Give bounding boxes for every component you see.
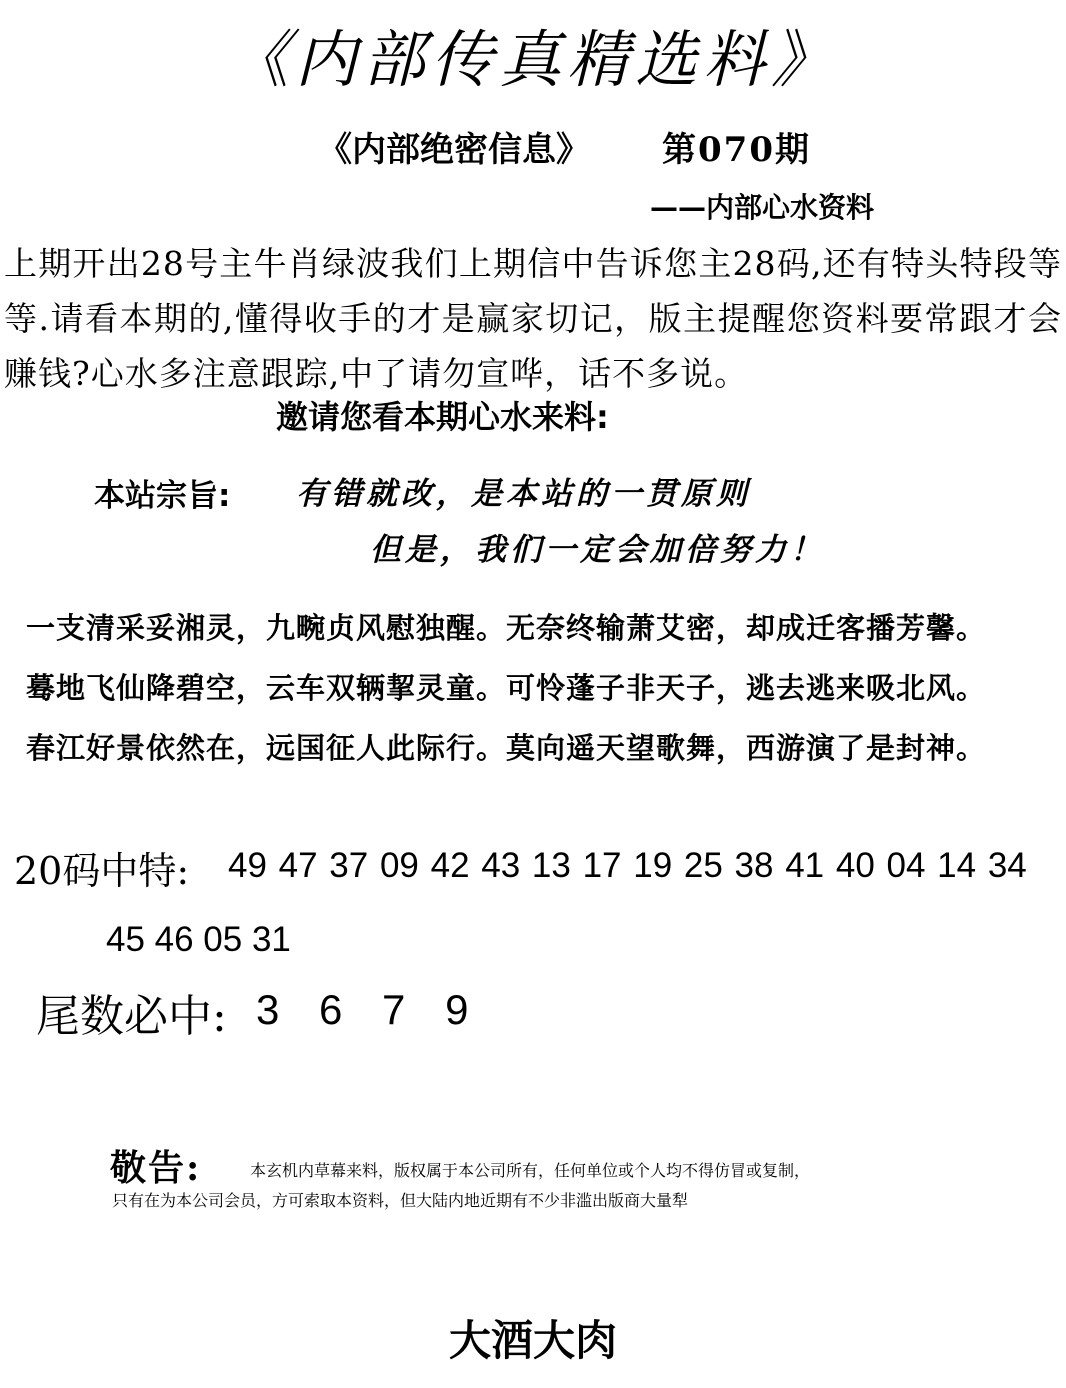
poem-line-2: 蓦地飞仙降碧空，云车双辆挈灵童。可怜蓬子非天子，逃去逃来吸北风。 — [26, 671, 987, 705]
motto-label: 本站宗旨: — [94, 478, 231, 514]
subtitle: 《内部绝密信息》 — [318, 130, 590, 170]
motto-line-2: 但是，我们一定会加倍努力！ — [370, 532, 825, 568]
notice-line-2: 只有在为本公司会员，方可索取本资料，但大陆内地近期有不少非滥出版商大量犁 — [112, 1191, 689, 1210]
numbers-line-2: 45 46 05 31 — [106, 920, 291, 959]
intro-paragraph: 上期开出28号主牛肖绿波我们上期信中告诉您主28码,还有特头特段等等.请看本期的,懂得收手的才是赢家切记，版主提醒您资料要常跟才会赚钱?心水多注意跟踪,中了请勿宣哗，话不多说。 — [4, 244, 1062, 393]
footer-text: 大酒大肉 — [448, 1316, 617, 1365]
source-label: ——内部心水资料 — [650, 191, 875, 224]
tail-values: 3 6 7 9 — [256, 986, 469, 1033]
tail-label: 尾数必中: — [36, 991, 227, 1042]
motto-line-1: 有错就改，是本站的一贯原则 — [296, 476, 751, 512]
notice-line-1: 本玄机内草幕来料，版权属于本公司所有，任何单位或个人均不得仿冒或复制， — [250, 1161, 811, 1180]
invite-line: 邀请您看本期心水来料: — [276, 398, 609, 436]
page-title: 《内部传真精选料》 — [226, 23, 839, 96]
numbers-label: 20码中特: — [14, 849, 190, 893]
poem-line-3: 春江好景依然在，远国征人此际行。莫向遥天望歌舞，西游演了是封神。 — [26, 731, 987, 765]
poem-line-1: 一支清采妥湘灵，九畹贞风慰独醒。无奈终输萧艾密，却成迁客播芳馨。 — [26, 611, 987, 645]
numbers-line-1: 49 47 37 09 42 43 13 17 19 25 38 41 40 04 14 34 — [228, 846, 1027, 885]
notice-label: 敬告: — [110, 1147, 202, 1189]
issue-number: 第070期 — [662, 130, 811, 170]
